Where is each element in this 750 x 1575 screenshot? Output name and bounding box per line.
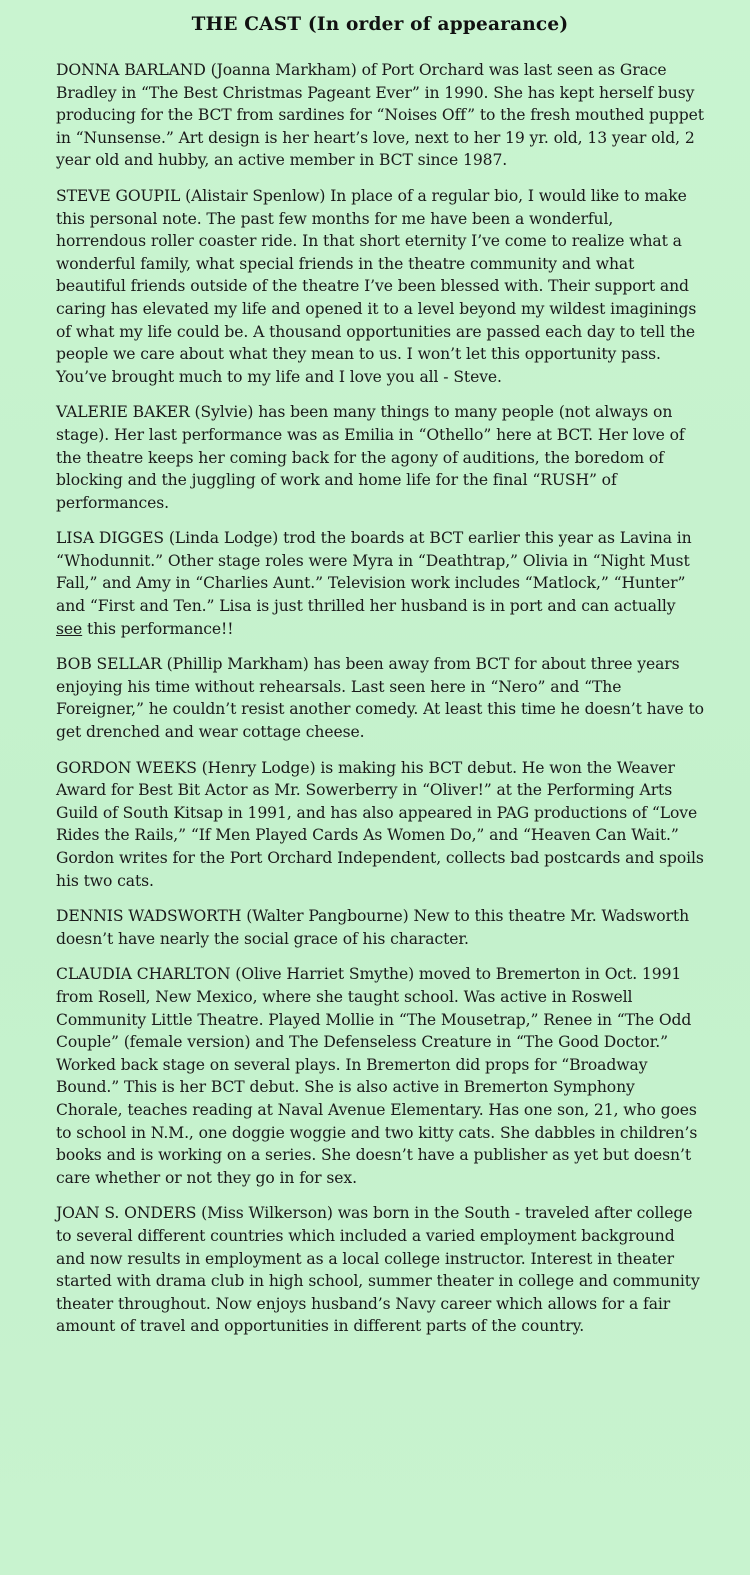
bio-text: (Alistair Spenlow) In place of a regular bio, I would like to make this personal note. The past few months for me have been a wonderful, horrendous roller coaster ride. In that short eternity I’ve come to realize what a wonderful family, what special friends in the theatre community and what beautiful friends outside of the theatre I’ve been blessed with. Their support and caring has elevated my life and opened it to a level beyond my wildest imaginings of what my life could be. A thousand opportunities are passed each day to tell the people we care about what they mean to us. I won’t let this opportunity pass. You’ve brought much to my life and I love you all - Steve.	[56, 186, 697, 386]
bio-bob-sellar	[56, 653, 704, 743]
cast-name: CLAUDIA CHARLTON	[56, 965, 231, 984]
bio-text: (Walter Pangbourne) New to this theatre Mr. Wadsworth doesn’t have nearly the social grace of his character.	[56, 907, 690, 948]
bio-steve-goupil	[56, 185, 704, 388]
bio-dennis-wadsworth	[56, 905, 704, 950]
bio-text: (Joanna Markham) of Port Orchard was last seen as Grace Bradley in “The Best Christmas Pageant Ever” in 1990. She has kept herself busy producing for the BCT from sardines for “Noises Off” to the fresh mouthed puppet in “Nunsense.” Art design is her heart’s love, next to her 19 yr. old, 13 year old, 2 year old and hubby, an active member in BCT since 1987.	[56, 61, 704, 170]
cast-name: STEVE GOUPIL	[56, 186, 181, 205]
bio-text: (Sylvie) has been many things to many people (not always on stage). Her last performance was as Emilia in “Othello” here at BCT. Her love of the theatre keeps her coming back for the agony of auditions, the boredom of blocking and the juggling of work and home life for the final “RUSH” of performances.	[56, 403, 685, 512]
bio-text: (Henry Lodge) is making his BCT debut. He won the Weaver Award for Best Bit Actor as Mr. Sowerberry in “Oliver!” at the Performing Arts Guild of South Kitsap in 1991, and has also appeared in PAG productions of “Love Rides the Rails,” “If Men Played Cards As Women Do,” and “Heaven Can Wait.” Gordon writes for the Port Orchard Independent, collects bad postcards and spoils his two cats.	[56, 758, 704, 890]
underlined-word: see	[56, 619, 83, 638]
bio-text: (Phillip Markham) has been away from BCT for about three years enjoying his time without rehearsals. Last seen here in “Nero” and “The Foreigner,” he couldn’t resist another comedy. At least this time he doesn’t have to get drenched and wear cottage cheese.	[56, 655, 704, 742]
cast-name: BOB SELLAR	[56, 655, 162, 674]
cast-name: LISA DIGGES	[56, 529, 164, 548]
bio-text: (Olive Harriet Smythe) moved to Bremerton in Oct. 1991 from Rosell, New Mexico, where she taught school. Was active in Roswell Community Little Theatre. Played Mollie in “The Mousetrap,” Renee in “The Odd Couple” (female version) and The Defenseless Creature in “The Good Doctor.” Worked back stage on several plays. In Bremerton did props for “Broadway Bound.” This is her BCT debut. She is also active in Bremerton Symphony Chorale, teaches reading at Naval Avenue Elementary. Has one son, 21, who goes to school in N.M., one doggie woggie and two kitty cats. She dabbles in children’s books and is working on a series. She doesn’t have a publisher as yet but doesn’t care whether or not they go in for sex.	[56, 965, 698, 1187]
cast-name: VALERIE BAKER	[56, 403, 190, 422]
cast-name: DONNA BARLAND	[56, 61, 206, 79]
cast-name: DENNIS WADSWORTH	[56, 907, 242, 926]
bio-lisa-digges	[56, 527, 704, 640]
cast-name: GORDON WEEKS	[56, 758, 197, 777]
bio-valerie-baker	[56, 401, 704, 514]
bio-gordon-weeks	[56, 757, 704, 893]
bio-claudia-charlton	[56, 963, 704, 1189]
bio-text: (Miss Wilkerson) was born in the South - traveled after college to several different countries which included a varied employment background and now results in employment as a local college instructor. Interest in theater started with drama club in high school, summer theater in college and community theater throughout. Now enjoys husband’s Navy career which allows for a fair amount of travel and opportunities in different parts of the country.	[56, 1204, 700, 1336]
page-title: THE CAST (In order of appearance)	[191, 14, 569, 35]
bio-text: (Linda Lodge) trod the boards at BCT earlier this year as Lavina in “Whodunnit.” Other stage roles were Myra in “Deathtrap,” Olivia in “Night Must Fall,” and Amy in “Charlies Aunt.” Television work includes “Matlock,” “Hunter” and “First and Ten.” Lisa is just thrilled her husband is in port and can actually	[56, 529, 692, 616]
bio-text: this performance!!	[82, 619, 234, 638]
bio-joan-onders	[56, 1202, 704, 1338]
bio-donna-barland	[56, 59, 704, 172]
cast-name: JOAN S. ONDERS	[56, 1204, 197, 1223]
